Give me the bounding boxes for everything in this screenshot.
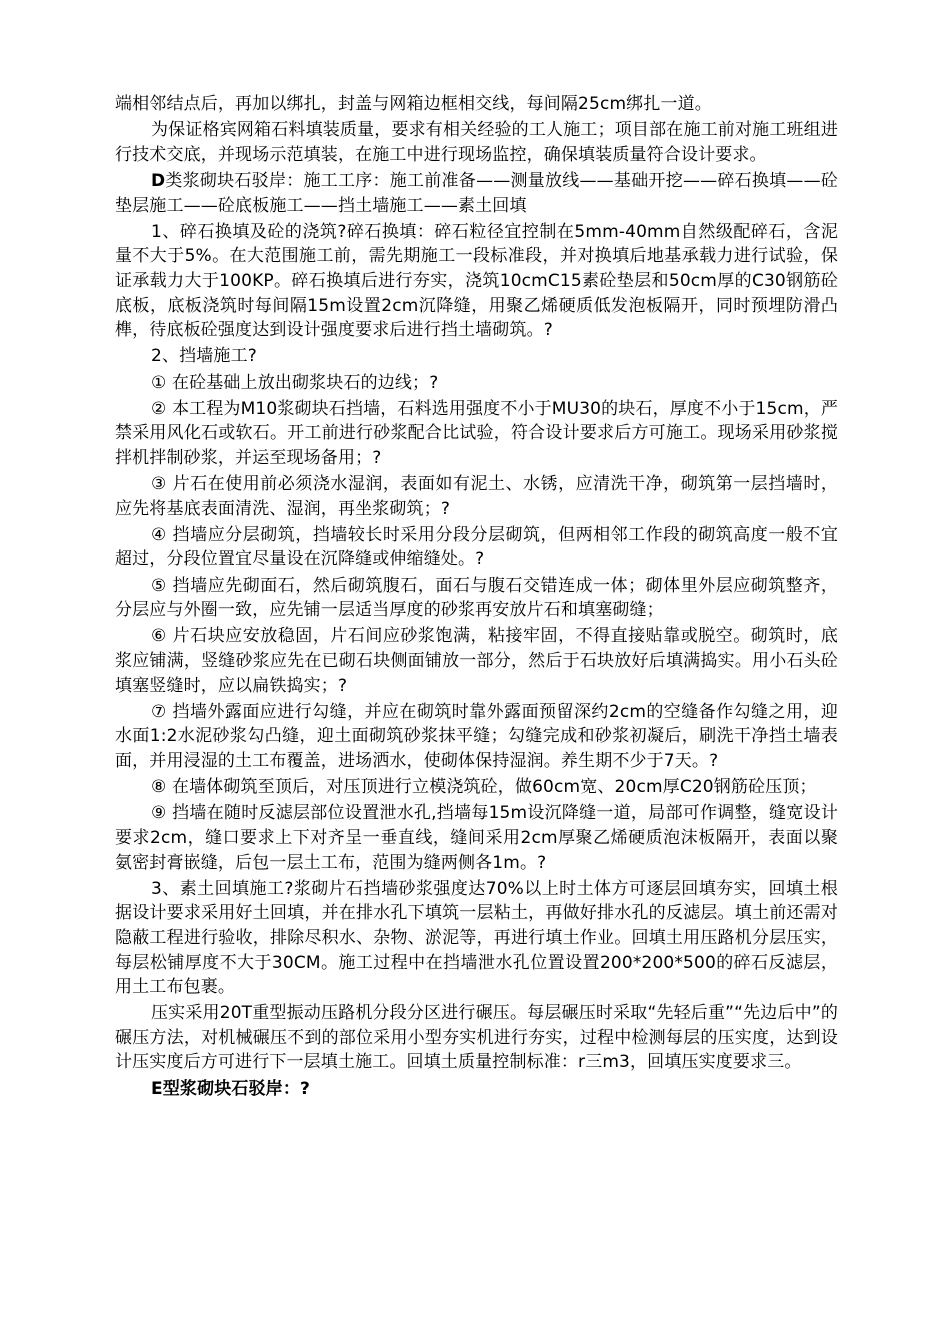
- section-letter-e: E: [151, 1078, 163, 1099]
- d-type-process-text: 类浆砌块石驳岸：施工工序：施工前准备——测量放线——基础开挖——碎石换填——砼垫层施工——砼底板施工——挡土墙施工——素土回填: [115, 170, 838, 216]
- paragraph-step-2: ② 本工程为M10浆砌块石挡墙，石料选用强度不小于MU30的块石，厚度不小于15cm，严禁采用风化石或软石。开工前进行砂浆配合比试验，符合设计要求后方可施工。现场采用砂浆搅拌机拌制砂浆，并运至现场备用；?: [115, 398, 838, 468]
- paragraph-e-type-heading: [115, 1077, 838, 1102]
- paragraph-compaction: 压实采用20T重型振动压路机分段分区进行碾压。每层碾压时采取“先轻后重”“先边后中”的碾压方法，对机械碾压不到的部位采用小型夯实机进行夯实，过程中检测每层的压实度，达到设计压实度后方可进行下一层填土施工。回填土质量控制标准：r三m3，回填压实度要求三。: [115, 1003, 838, 1073]
- paragraph-backfill: 3、素土回填施工?浆砌片石挡墙砂浆强度达70%以上时土体方可逐层回填夯实，回填土根据设计要求采用好土回填，并在排水孔下填筑一层粘土，再做好排水孔的反滤层。填土前还需对隐蔽工程进行验收，排除尽积水、杂物、淤泥等，再进行填土作业。回填土用压路机分层压实，每层松铺厚度不大于30CM。施工过程中在挡墙泄水孔位置设置200*200*500的碎石反滤层，用土工布包裹。: [115, 878, 838, 998]
- paragraph-gravel-replacement: 1、碎石换填及砼的浇筑?碎石换填：碎石粒径宜控制在5mm-40mm自然级配碎石，含泥量不大于5%。在大范围施工前，需先期施工一段标准段，并对换填后地基承载力进行试验，保证承载力大于100KP。碎石换填后进行夯实，浇筑10cmC15素砼垫层和50cm厚的C30钢筋砼底板，底板浇筑时每间隔15m设置2cm沉降缝，用聚乙烯硬质低发泡板隔开，同时预埋防滑凸榫，待底板砼强度达到设计强度要求后进行挡土墙砌筑。?: [115, 221, 838, 341]
- paragraph-binding-continuation: 端相邻结点后，再加以绑扎，封盖与网箱边框相交线，每间隔25cm绑扎一道。: [115, 94, 712, 114]
- paragraph-step-4: ④ 挡墙应分层砌筑，挡墙较长时采用分段分层砌筑，但两相邻工作段的砌筑高度一般不宜超过，分段位置宜尽量设在沉降缝或伸缩缝处。?: [115, 524, 838, 570]
- paragraph-step-6: ⑥ 片石块应安放稳固，片石间应砂浆饱满，粘接牢固，不得直接贴靠或脱空。砌筑时，底浆应铺满，竖缝砂浆应先在已砌石块侧面铺放一部分，然后于石块放好后填满捣实。用小石头砼填塞竖缝时，应以扁铁捣实；?: [115, 626, 838, 696]
- paragraph-d-type-process: [115, 169, 838, 218]
- paragraph-step-8: ⑧ 在墙体砌筑至顶后，对压顶进行立模浇筑砼，做60cm宽、20cm厚C20钢筋砼压顶；: [151, 777, 817, 798]
- paragraph-step-5: ⑤ 挡墙应先砌面石，然后砌筑腹石，面石与腹石交错连成一体；砌体里外层应砌筑整齐，分层应与外圈一致，应先铺一层适当厚度的砂浆再安放片石和填塞砌缝；: [115, 575, 838, 621]
- paragraph-wall-construction-heading: 2、挡墙施工?: [151, 346, 257, 367]
- document-page: [115, 92, 838, 1103]
- paragraph-step-9: ⑨ 挡墙在随时反滤层部位设置泄水孔,挡墙每15m设沉降缝一道，局部可作调整，缝宽设计要求2cm，缝口要求上下对齐呈一垂直线，缝间采用2cm厚聚乙烯硬质泡沫板隔开，表面以聚氨密封膏嵌缝，后包一层土工布，范围为缝两侧各1m。?: [115, 803, 838, 873]
- paragraph-step-7: ⑦ 挡墙外露面应进行勾缝，并应在砌筑时靠外露面预留深约2cm的空缝备作勾缝之用，迎水面1:2水泥砂浆勾凸缝，迎土面砌筑砂浆抹平缝；勾缝完成和砂浆初凝后，刷洗干净挡土墙表面，并用浸湿的土工布覆盖，进场洒水，使砌体保持湿润。养生期不少于7天。?: [115, 701, 838, 771]
- section-letter-d: D: [151, 170, 166, 191]
- paragraph-step-1: ① 在砼基础上放出砌浆块石的边线；?: [151, 372, 439, 393]
- paragraph-step-3: ③ 片石在使用前必须浇水湿润，表面如有泥土、水锈，应清洗干净，砌筑第一层挡墙时，应先将基底表面清洗、湿润，再坐浆砌筑；?: [115, 474, 838, 519]
- paragraph-gabion-quality: 为保证格宾网箱石料填装质量，要求有相关经验的工人施工；项目部在施工前对施工班组进行技术交底，并现场示范填装，在施工中进行现场监控，确保填装质量符合设计要求。: [115, 120, 838, 165]
- e-type-heading-text: 型浆砌块石驳岸：?: [162, 1078, 310, 1099]
